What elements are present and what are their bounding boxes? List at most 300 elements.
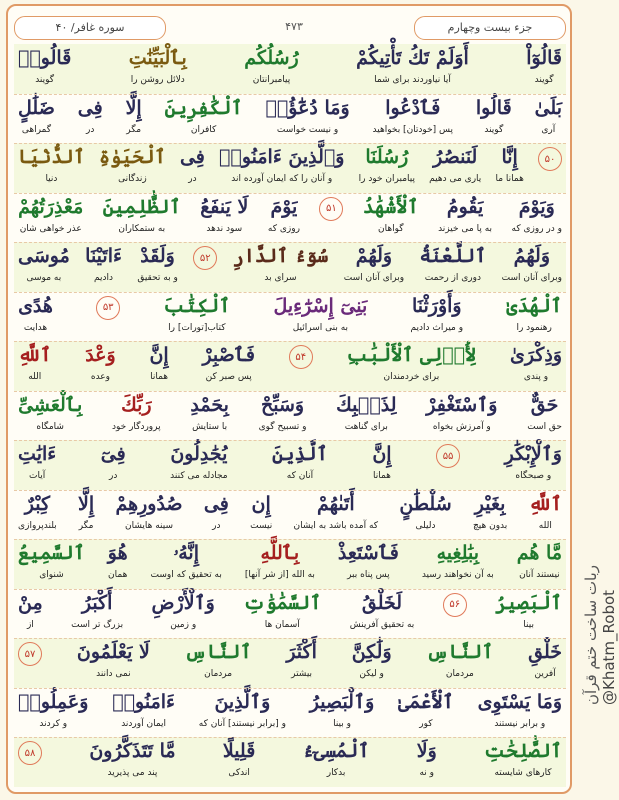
word-pair [85,242,122,284]
persian-translation: هدایت [23,322,48,333]
word-pair [526,44,562,86]
persian-translation: شنوای [39,570,64,580]
word-pair [528,638,562,680]
persian-translation: کور [419,718,433,729]
persian-translation: و لیکن [359,669,384,679]
persian-translation: پند می پذیرید [107,768,158,778]
arabic-word: إِنَّهُۥ [173,542,199,564]
arabic-word: هُوَ [107,542,128,564]
persian-translation: کتاب[تورات] را [168,322,226,333]
word-pair [505,440,562,482]
arabic-word: بَنِىٓ إِسْرَٰٓءِيلَ [273,294,368,317]
persian-translation: پس صبر کن [205,372,252,382]
word-pair [108,539,128,581]
word-pair [245,539,315,581]
persian-translation: کارهای شایسته [494,768,552,778]
persian-translation: دلائل روشن را [130,75,185,85]
word-pair [18,688,88,730]
word-pair [170,440,227,482]
word-pair [18,391,82,433]
word-pair [180,143,205,185]
arabic-word: مُوسَى [18,245,70,267]
arabic-word: ٱلْمُسِىٓءُ [302,740,370,762]
arabic-word: وَسَبِّحْ [260,393,305,416]
verse-number-marker: ۵۳ [96,296,120,320]
word-pair [112,391,161,433]
arabic-word: ءَايَٰتِ [18,443,57,465]
persian-translation: و در روزی که [511,223,562,234]
text-line [14,539,566,589]
word-pair [273,292,367,334]
persian-translation: برای خردمندان [383,372,440,382]
arabic-word: ٱلْبَصِيرُ [495,591,562,614]
persian-translation: و پندی [523,372,549,382]
arabic-word: سُلْطَٰنٍ [399,492,452,515]
arabic-word: وَيَوْمَ [518,195,555,218]
text-line [14,391,566,441]
persian-translation: آیا نیاوردند برای شما [374,75,451,85]
text-line [14,737,566,787]
persian-translation: گویند [35,75,55,85]
word-pair [502,242,562,284]
verse-number-marker: ۵۲ [193,246,217,270]
arabic-word: وَٱلْإِبْكَٰرِ [504,443,562,465]
arabic-word: ٱلْهُدَىٰ [506,294,562,317]
word-pair [126,94,142,136]
arabic-word: كِبْرٌ [24,492,50,515]
persian-translation: بیشتر [291,669,313,679]
arabic-word: ٱللَّعْنَةُ [419,245,487,267]
word-pair [18,292,53,334]
word-pair [18,193,83,235]
word-pair [115,490,182,532]
word-pair [303,737,370,779]
word-pair [78,94,103,136]
word-pair [223,737,255,779]
persian-translation: شامگاه [36,421,64,432]
arabic-word: بِٱلْعَشِىِّ [18,393,83,416]
persian-translation: مگر [78,520,94,531]
word-pair [476,94,512,136]
arabic-word: إِلَّا [125,96,142,119]
arabic-word: مَعْذِرَتُهُمْ [18,195,84,218]
text-line [14,490,566,540]
arabic-word: بَلَىٰ [534,96,562,119]
arabic-word: قَالُوا۟ [18,47,72,69]
word-pair [18,490,57,532]
text-line [14,44,566,94]
arabic-word: قَالُوٓاْ [526,47,562,69]
verse-number-marker: ۵۶ [443,593,467,617]
arabic-word: هُدًى [18,294,53,317]
word-pair [359,143,415,185]
channel-handle: @Khatm_Robot [600,589,618,705]
word-pair [199,688,286,730]
word-pair [344,242,404,284]
word-pair [85,341,116,383]
word-pair [506,292,562,334]
word-pair [18,589,43,631]
persian-translation: آسمان ها [264,619,300,630]
arabic-word: ٱلصَّٰلِحَٰتِ [484,740,562,762]
arabic-word: ٱللَّهِ [18,344,52,366]
word-pair [517,539,562,581]
text-line [14,143,566,193]
arabic-word: لَنَنصُرُ [433,146,478,168]
persian-translation: مجادله می کنند [170,471,228,481]
arabic-word: أَوَلَمْ تَكُ تَأْتِيكُمْ [356,47,469,69]
arabic-word: ضَلَٰلٍ [18,96,55,119]
persian-translation: به تحقیق که اوست [150,570,222,580]
persian-translation: روزی که [267,223,300,234]
text-line [14,242,566,292]
arabic-word: وَٱسْتَغْفِرْ [426,393,498,416]
arabic-word: وَلَٰكِنَّ [351,641,392,663]
word-pair [259,391,307,433]
persian-translation: آنان که [286,471,314,481]
arabic-word: ٱلْحَيَوٰةِ [98,146,166,168]
word-pair [429,143,481,185]
word-pair [363,193,419,235]
verse-number-marker: ۵۱ [319,197,343,221]
persian-translation: دوری از رحمت [424,273,481,283]
word-pair [310,688,375,730]
persian-translation: گویند [484,124,504,135]
persian-translation: برای گناهت [344,421,388,432]
persian-translation: به تحقیق آفرینش [349,619,415,630]
arabic-word: مَّا تَتَذَكَّرُونَ [89,740,176,762]
text-line [14,292,566,342]
persian-translation: مردمان [204,669,233,679]
persian-translation: دلیلی [415,520,436,531]
arabic-word: ٱلَّذِينَ [272,443,328,465]
persian-translation: مردمان [445,669,474,679]
persian-translation: و [برابر نیستند] آنان که [198,718,286,729]
persian-translation: آری [541,124,556,135]
text-line [14,440,566,490]
text-line [14,193,566,243]
arabic-word: فَٱصْبِرْ [202,344,256,366]
word-pair [18,341,51,383]
word-pair [18,242,70,284]
arabic-word: ٱلظَّٰلِمِينَ [102,195,181,218]
word-pair [338,539,399,581]
verse-number-marker: ۵۴ [289,345,313,369]
arabic-word: لِأُو۟لِى ٱلْأَلْبَٰبِ [346,344,477,366]
persian-translation: سود ندهد [206,223,243,234]
persian-translation: زندگانی [118,174,147,184]
arabic-word: بِغَيْرِ [474,492,506,515]
persian-translation: وعده [90,372,111,382]
page-header [14,10,566,42]
persian-translation: و میراث دادیم [410,322,464,333]
arabic-word: ٱلْكَٰفِرِينَ [164,96,243,119]
arabic-word: فَٱسْتَعِذْ [337,542,399,564]
word-pair [71,589,123,631]
persian-translation: یاری می دهیم [429,174,482,184]
word-pair [347,341,477,383]
arabic-word: أَكْثَرَ [286,641,317,663]
persian-translation: به الله [از شر آنها] [244,570,315,580]
persian-translation: در [188,174,197,184]
word-pair [18,440,56,482]
word-pair [250,490,272,532]
persian-translation: و بینا [333,718,351,729]
persian-translation: بینا [523,619,534,630]
arabic-word: وَلَا [416,740,437,762]
persian-translation: به بنی اسرائیل [292,322,349,333]
persian-translation: و آنان را که ایمان آورده اند [231,174,333,184]
word-pair [152,589,215,631]
line-divider [14,539,566,540]
persian-translation: رهنمود را [516,322,552,333]
line-divider [14,94,566,95]
arabic-word: سُوٓءُ ٱلدَّارِ [232,245,329,267]
word-pair [78,490,94,532]
word-pair [137,242,178,284]
text-line [14,94,566,144]
arabic-word: ٱلْأَشْهَٰدُ [362,195,419,218]
verse-number-marker: ۵۷ [18,642,42,666]
line-divider [14,193,566,194]
word-pair [484,737,562,779]
quran-text-body [14,44,566,788]
arabic-word: حَقٌّ [530,393,559,416]
persian-translation: به پا می خیزند [438,223,493,234]
persian-translation: همانا ما [495,174,524,184]
word-pair [372,440,391,482]
word-pair [426,391,497,433]
persian-translation: بزرگ تر است [71,619,124,630]
arabic-word: رُسُلَنَا [365,146,409,168]
verse-number-marker: ۵۰ [538,147,562,171]
word-pair [185,638,252,680]
surah-label: سوره غافر/ ۴۰ [14,16,166,40]
persian-translation: که آمده باشد به ایشان [293,520,379,531]
word-pair [200,193,248,235]
persian-translation: آفرین [534,669,556,679]
word-pair [112,688,175,730]
arabic-word: إِنَّ [372,443,392,465]
line-divider [14,638,566,639]
arabic-word: بِبَٰلِغِيهِ [436,542,480,564]
persian-translation: دنیا [45,174,58,184]
arabic-word: وَلَهُمْ [355,245,393,267]
word-pair [399,490,451,532]
arabic-word: ٱلنَّاسِ [184,641,252,663]
word-pair [18,143,85,185]
word-pair [18,44,71,86]
word-pair [244,44,299,86]
word-pair [356,44,469,86]
line-divider [14,292,566,293]
text-line [14,638,566,688]
persian-translation: گویند [534,75,554,85]
word-pair [373,94,453,136]
word-pair [202,341,255,383]
persian-translation: بلندپروازی [18,520,57,531]
persian-translation: همان [108,570,128,580]
arabic-word: فِى [203,492,229,515]
line-divider [14,341,566,342]
persian-translation: همانا [372,471,391,481]
persian-translation: پس [خودتان] بخواهید [372,124,453,135]
word-pair [77,638,150,680]
word-pair [495,143,523,185]
arabic-word: يَوْمَ [270,195,298,218]
word-pair [417,737,437,779]
persian-translation: آیات [29,471,46,481]
persian-translation: الله [538,520,552,531]
arabic-word: ءَامَنُوا۟ [112,690,175,713]
persian-translation: و به تحقیق [137,273,178,283]
line-divider [14,242,566,243]
arabic-word: لَا يَنفَعُ [200,195,249,218]
persian-translation: مگر [126,124,142,135]
persian-translation: در [212,520,221,531]
arabic-word: فَٱدْعُوا [385,96,441,119]
arabic-word: أَكْبَرُ [81,591,113,614]
persian-translation: نیست [250,520,273,531]
word-pair [129,44,187,86]
word-pair [350,589,415,631]
word-pair [18,94,55,136]
arabic-word: ٱللَّهِ [528,492,562,515]
arabic-word: يَقُومُ [446,195,484,218]
word-pair [163,292,230,334]
persian-translation: کافران [190,124,217,135]
arabic-word: وَذِكْرَىٰ [509,344,562,366]
persian-translation: پیامبران خود را [358,174,415,184]
arabic-word: يُجَٰدِلُونَ [170,443,228,465]
word-pair [527,391,562,433]
persian-translation: دادیم [94,273,114,283]
word-pair [535,94,562,136]
word-pair [101,440,126,482]
persian-translation: و آمرزش بخواه [432,421,491,432]
arabic-word: قَلِيلًا [222,740,256,762]
arabic-word: ٱلسَّمِيعُ [18,542,85,564]
line-divider [14,391,566,392]
arabic-word: وَٱلْبَصِيرُ [309,690,375,713]
arabic-word: ٱلسَّمَٰوَٰتِ [243,591,322,614]
word-pair [99,143,166,185]
word-pair [204,490,229,532]
word-pair [438,193,492,235]
persian-translation: در [109,471,118,481]
word-pair [89,737,175,779]
arabic-word: وَلَهُمُ [513,245,551,267]
word-pair [529,490,562,532]
verse-number-marker: ۵۸ [18,741,42,765]
persian-translation: در [86,124,95,135]
arabic-word: مِنْ [18,591,43,614]
persian-translation: و برابر نیستند [494,718,546,729]
persian-translation: وبرای آنان است [343,273,405,283]
persian-translation: سینه هایشان [124,520,174,531]
arabic-word: وَٱلَّذِينَ [214,690,271,713]
persian-translation: الله [28,372,42,382]
arabic-word: وَأَوْرَثْنَا [411,294,462,317]
persian-translation: و نیست خواست [276,124,339,135]
arabic-word: ءَاتَيْنَا [85,245,122,267]
word-pair [165,94,243,136]
channel-name: ربات ساخت ختم قرآن [582,565,600,705]
word-pair [419,242,486,284]
arabic-word: قَالُوا [475,96,512,119]
persian-translation: پس پناه ببر [347,570,390,580]
persian-translation: و صبحگاه [515,471,552,481]
arabic-word: خَلْقِ [528,641,562,663]
word-pair [265,94,349,136]
arabic-word: وَعْدَ [85,344,116,366]
text-line [14,589,566,639]
arabic-word: لِذَنۢبِكَ [336,393,397,416]
word-pair [190,391,229,433]
arabic-word: صُدُورِهِمْ [115,492,183,515]
persian-translation: سرای بد [264,273,297,283]
persian-translation: و زمین [170,619,197,630]
line-divider [14,688,566,689]
word-pair [243,589,321,631]
word-pair [478,688,562,730]
persian-translation: بدکار [326,768,346,778]
arabic-word: وَلَقَدْ [140,245,175,267]
persian-translation: از [26,619,34,630]
word-pair [398,688,454,730]
persian-translation: نیستند آنان [519,570,560,580]
arabic-word: فِىٓ [100,443,126,465]
persian-translation: به موسی [26,273,62,283]
page-number: ۴۷۳ [285,20,303,33]
persian-translation: و نه [419,768,435,778]
arabic-word: لَخَلْقُ [361,591,403,614]
arabic-word: بِٱللَّهِ [260,542,300,564]
word-pair [18,539,85,581]
arabic-word: رَبِّكَ [121,393,152,416]
persian-translation: عذر خواهی شان [19,223,82,234]
arabic-word: وَٱلَّذِينَ ءَامَنُوا۟ [219,146,345,168]
persian-translation: پیامبرانتان [252,75,291,85]
word-pair [473,490,507,532]
arabic-word: وَعَمِلُوا۟ [18,690,89,713]
arabic-word: إِنَّ [149,344,169,366]
persian-translation: گواهان [377,223,404,234]
persian-translation: ایمان آوردند [121,718,167,729]
word-pair [151,539,222,581]
arabic-word: ٱلْأَعْمَىٰ [398,690,454,713]
persian-translation: به ستمکاران [118,223,166,234]
arabic-word: ٱلْكِتَٰبَ [163,294,231,317]
word-pair [272,440,328,482]
persian-translation: وبرای آنان است [501,273,562,283]
arabic-word: إِنَّا [501,146,518,168]
verse-number-marker: ۵۵ [436,444,460,468]
persian-translation: همانا [150,372,169,382]
word-pair [294,490,379,532]
word-pair [512,193,562,235]
line-divider [14,440,566,441]
juz-label: جزء بیست وچهارم [414,16,566,40]
word-pair [495,589,562,631]
persian-translation: اندکی [228,768,250,778]
line-divider [14,589,566,590]
line-divider [14,490,566,491]
arabic-word: بِٱلْبَيِّنَٰتِ [128,47,187,69]
persian-translation: بدون هیچ [472,520,508,531]
arabic-word: وَٱلْأَرْضِ [151,591,215,614]
word-pair [103,193,181,235]
